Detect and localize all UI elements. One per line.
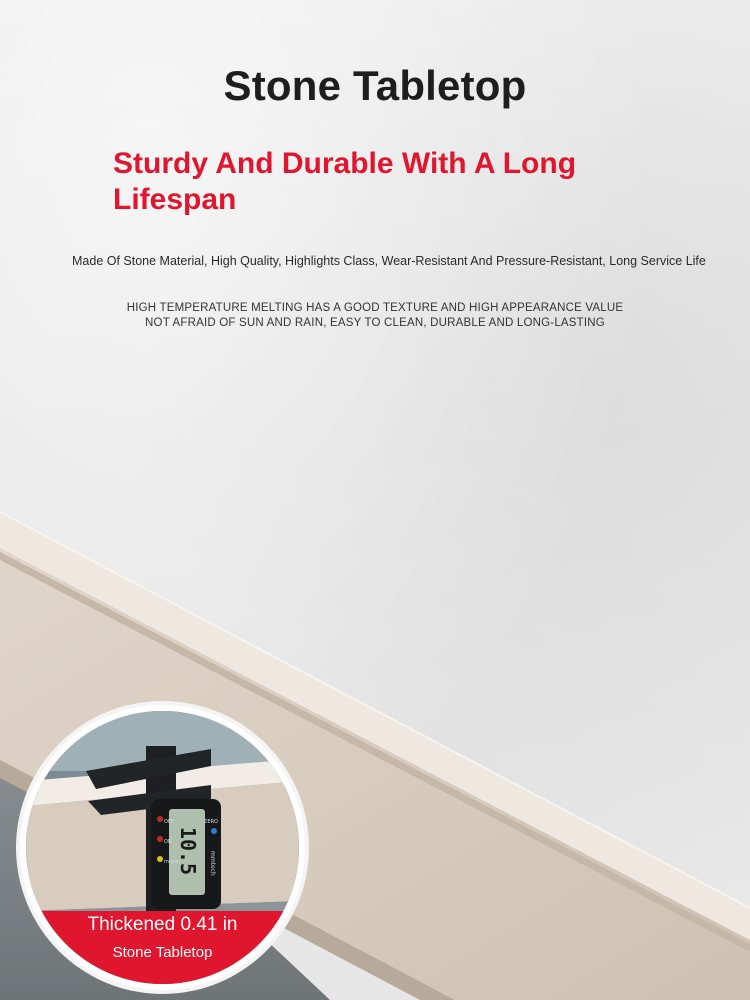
caliper-brand: mmtech: [209, 851, 216, 876]
caliper-button-label-on: ON: [164, 839, 172, 845]
inset-label-line-1: Thickened 0.41 in: [87, 914, 238, 935]
feature-line-2: NOT AFRAID OF SUN AND RAIN, EASY TO CLEAN, DURABLE AND LONG-LASTING: [145, 317, 605, 329]
caliper-button-label-off: OFF: [164, 819, 174, 825]
caliper-button-label-zero: ZERO: [204, 819, 218, 825]
caliper-unit-button: [157, 856, 163, 862]
inset-label-line-2: Stone Tabletop: [112, 944, 213, 961]
caliper-off-button: [157, 816, 163, 822]
tagline-line-1: Sturdy And Durable With A Long: [113, 147, 577, 180]
page-title: Stone Tabletop: [223, 62, 527, 109]
feature-line-1: HIGH TEMPERATURE MELTING HAS A GOOD TEXTURE AND HIGH APPEARANCE VALUE: [126, 302, 624, 314]
tagline-line-2: Lifespan: [113, 183, 237, 216]
inset-photo: [26, 711, 299, 984]
thickness-inset: [20, 705, 305, 990]
inset-label: [26, 904, 299, 984]
feature-list: [0, 301, 750, 331]
caliper-on-button: [157, 836, 163, 842]
caliper-button-label-unit: mm/in: [164, 859, 180, 865]
caliper-zero-button: [211, 828, 217, 834]
caliper-reading: 10.5: [176, 826, 200, 876]
description: Made Of Stone Material, High Quality, Highlights Class, Wear-Resistant And Pressure-Resistant, Long Service Life: [72, 254, 706, 268]
tagline: [113, 146, 613, 218]
